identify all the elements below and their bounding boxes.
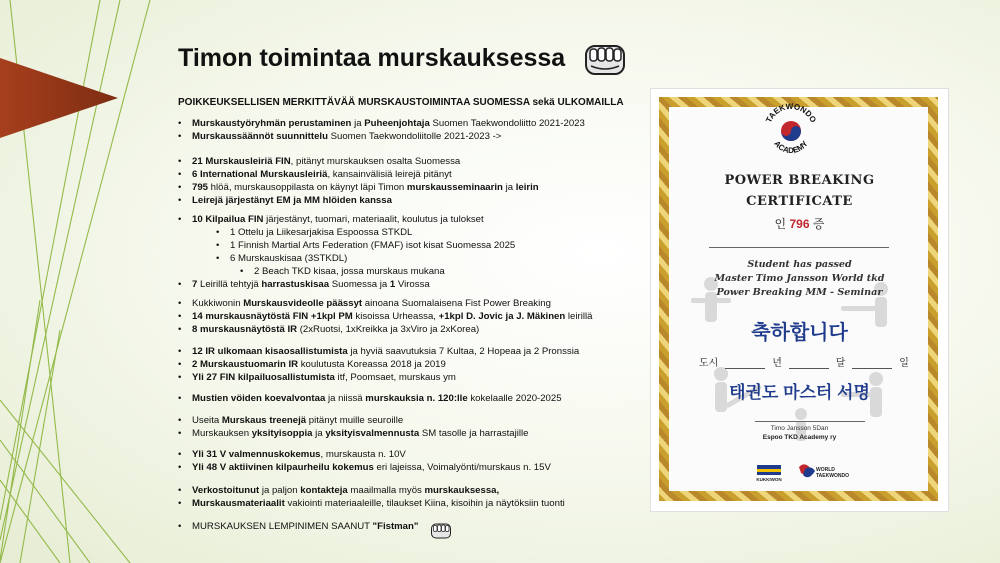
list-item-text2: pitänyt muille seuroille [306,415,404,426]
list-item [216,240,515,251]
list-item-bold2: harrastuskisaa [261,279,330,290]
list-item [178,131,501,142]
list-item-text: vakiointi materiaaleille, tilaukset Kiina, kisoihin ja näytöksiin tuonti [284,498,565,509]
list-item-text: 1 Finnish Martial Arts Federation (FMAF) isot kisat Suomessa 2025 [230,240,516,251]
list-item [178,118,585,129]
list-item-text: Kukkiwonin [192,298,244,309]
list-item-text: hlöä, murskausoppilasta on käynyt läpi Timon [208,182,407,193]
list-item-text2: leirillä [565,311,593,322]
certificate-image [650,88,949,512]
world-taekwondo-text [816,467,849,479]
list-item-text2: ja [312,428,326,439]
list-item [178,359,446,370]
list-item-bold: 12 IR ulkomaan kisaosallistumista [192,346,348,357]
list-item [240,266,445,277]
list-item-bold: 2 Murskaustuomarin IR [192,359,299,370]
list-item [178,415,403,426]
list-item-bold: Yli 48 V aktiivinen kilpaurheilu kokemus [192,462,374,473]
list-item-text: itf, Poomsaet, murskaus ym [334,372,456,383]
cert-master-signature-label: 태권도 마스터 서명 [729,383,870,402]
list-item [178,449,406,460]
list-item-bold2: Puheenjohtaja [364,118,430,129]
list-item-bold: 14 murskausnäytöstä FIN +1kpl PM [192,311,353,322]
cert-script-2: Master Timo Jansson World tkd [714,273,885,284]
list-item-bold: Murskausmateriaalit [192,498,285,509]
list-item [178,521,418,532]
list-item-bold2: kontakteja [300,485,348,496]
list-item-bold2: Murskaus treenejä [221,415,307,426]
list-item [178,462,551,473]
list-item-text2: Suomen Taekwondoliitto 2021-2023 [429,118,585,129]
cert-date-row [699,354,909,369]
cert-club: Espoo TKD Academy ry [762,434,837,441]
cert-number [651,215,948,232]
cert-script-1: Student has passed [747,259,852,270]
kukkiwon-logo-text: KUKKIWON [756,477,782,482]
list-item-bold3: 1 [389,279,396,290]
list-item [178,279,430,290]
taekwondo-academy-logo [761,99,821,159]
list-item-bold: Murskaussäännöt suunnittelu [192,131,328,142]
list-item-text: ja paljon [259,485,301,496]
list-item-bold: 8 murskausnäytöstä IR [192,324,298,335]
list-item [178,428,529,439]
list-item-text: 6 Murskauskisaa (3STKDL) [230,253,348,264]
list-item-bold: 795 [192,182,209,193]
list-item-bold2: murskauksia n. 120:lle [365,393,468,404]
list-item-text: kisoissa Urheassa, [352,311,439,322]
list-item-text2: kokelaalle 2020-2025 [467,393,562,404]
list-item-bold: 21 Murskausleiriä FIN [192,156,291,167]
cert-date-day: 일 [899,358,909,369]
list-item [178,372,456,383]
cert-date-year: 년 [772,358,782,369]
list-item-text: Murskauksen [192,428,252,439]
cert-name-line [709,247,889,248]
fist-icon [583,42,627,78]
list-item-text: eri lajeissa, Voimalyönti/murskaus n. 15V [373,462,551,473]
list-item-bold: 6 International Murskausleiriä [192,169,328,180]
list-item-text2: maailmalla myös [347,485,425,496]
list-item [178,311,592,322]
list-item [178,324,479,335]
wt-text-2: TAEKWONDO [816,473,849,479]
list-item-bold3: yksityisvalmennusta [325,428,420,439]
list-item [178,156,460,167]
svg-text:ACADEMY: ACADEMY [772,139,810,156]
list-item-bold: Leirejä järjestänyt EM ja MM hlöiden kanssa [192,195,392,206]
cert-congratulations: 축하합니다 [751,322,848,344]
list-item-bold2: "Fistman" [372,521,419,532]
list-item [216,227,412,238]
wt-text-1: WORLD [816,467,835,473]
list-item [178,346,579,357]
list-item-bold2: yksityisoppia [251,428,313,439]
list-item-text2: ja [502,182,516,193]
list-item [178,298,551,309]
list-item-text3: SM tasolle ja harrastajille [419,428,529,439]
cert-date-city: 도시 [699,358,719,369]
page-title: Timon toimintaa murskauksessa [178,44,566,72]
list-item-bold: 10 Kilpailua FIN [192,214,264,225]
list-item [178,195,392,206]
list-item [178,182,539,193]
cert-signer: Timo Jansson 5Dan [770,425,829,432]
list-item [178,485,499,496]
list-item-text3: Virossa [395,279,430,290]
list-item-text: , murskausta n. 10V [320,449,406,460]
list-item-bold2: +1kpl D. Jovic ja J. Mäkinen [438,311,566,322]
cert-number-value: 796 [789,217,810,231]
list-item-bold: Mustien vöiden koevalvontaa [192,393,326,404]
list-item-bold: Yli 27 FIN kilpailuosallistumista [192,372,335,383]
list-item-text: koulutusta Koreassa 2018 ja 2019 [298,359,446,370]
list-item-text: 2 Beach TKD kisaa, jossa murskaus mukana [254,266,445,277]
list-item-text: ja niissä [325,393,366,404]
list-item-bold: Verkostoitunut [192,485,260,496]
section-heading: POIKKEUKSELLISEN MERKITTÄVÄÄ MURSKAUSTOIMINTAA SUOMESSA sekä ULKOMAILLA [178,97,624,108]
cert-date-month: 달 [835,358,846,369]
list-item-text: Suomen Taekwondoliitolle 2021-2023 -> [327,131,502,142]
kukkiwon-logo [755,463,783,483]
svg-text:TAEKWONDO: TAEKWONDO [764,101,818,125]
list-item-text: Leirillä tehtyjä [197,279,262,290]
cert-title-1: POWER BREAKING [724,173,875,188]
list-item-text: , pitänyt murskauksen osalta Suomessa [290,156,461,167]
list-item-text: Useita [192,415,222,426]
list-item-text: 1 Ottelu ja Liikesarjakisa Espoossa STKDL [230,227,413,238]
list-item [178,393,562,404]
list-item-text: (2xRuotsi, 1xKreikka ja 3xViro ja 2xKorea) [297,324,480,335]
cert-signature-line [755,421,865,422]
list-item [178,498,565,509]
list-item-text: , kansainvälisiä leirejä pitänyt [327,169,452,180]
fist-icon [430,522,452,540]
list-item [216,253,347,264]
list-item-text: ja hyviä saavutuksia 7 Kultaa, 2 Hopeaa ja 2 Pronssia [347,346,580,357]
list-item-text2: ainoana Suomalaisena Fist Power Breaking [362,298,551,309]
list-item-bold: Yli 31 V valmennuskokemus [192,449,321,460]
list-item-text: järjestänyt, tuomari, materiaalit, koulutus ja tulokset [263,214,484,225]
list-item-bold3: leirin [515,182,539,193]
list-item [178,214,484,225]
list-item-bold3: murskauksessa, [424,485,500,496]
cert-script-3: Power Breaking MM - Seminar [716,287,883,298]
list-item-text: MURSKAUKSEN LEMPINIMEN SAANUT [192,521,373,532]
list-item-text: ja [351,118,365,129]
list-item-bold: 7 [192,279,198,290]
list-item-bold2: murskausseminaarin [406,182,503,193]
list-item-bold2: Murskausvideolle päässyt [243,298,363,309]
list-item [178,169,452,180]
list-item-text2: Suomessa ja [329,279,390,290]
list-item-bold: Murskaustyöryhmän perustaminen [192,118,352,129]
cert-title-2: CERTIFICATE [746,194,853,209]
cert-number-prefix: 인 [774,217,790,231]
cert-number-suffix: 증 [809,217,825,231]
